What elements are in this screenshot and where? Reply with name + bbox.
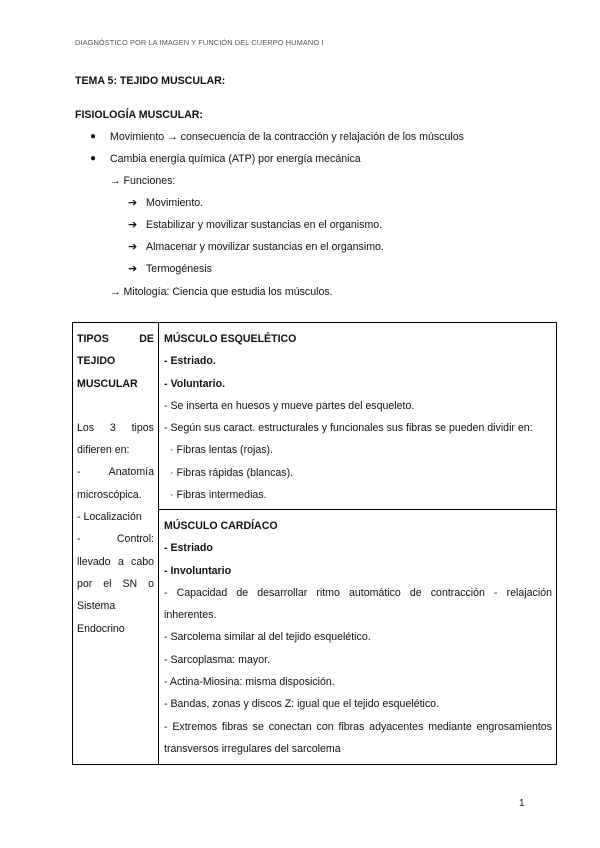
skeletal-strong-line: - Estriado. xyxy=(164,355,216,368)
cardiac-ritmo-line: - Capacidad de desarrollar ritmo automático de contracción - relajación inherentes. xyxy=(164,586,552,622)
skeletal-title: MÚSCULO ESQUELÉTICO xyxy=(164,333,297,345)
skeletal-fiber-line: · Fibras lentas (rojas). xyxy=(170,444,274,457)
skeletal-fiber-line: · Fibras intermedias. xyxy=(170,489,267,502)
left-item1-line2: microscópica. xyxy=(77,488,142,501)
cardiac-line: - Actina-Miosina: misma disposición. xyxy=(164,676,335,689)
skeletal-line: - Se inserta en huesos y mueve partes del esqueleto. xyxy=(164,399,415,412)
cardiac-extremos-line: - Extremos fibras se conectan con fibras adyacentes mediante engrosamientos transversos irregulares del sarcolema xyxy=(164,720,552,755)
left-intro-line1: Los 3 tipos xyxy=(77,421,154,434)
right-arrow-icon: ➔ xyxy=(128,219,138,231)
bullet-movimiento: Movimiento → consecuencia de la contracción y relajación de los músculos xyxy=(110,131,464,143)
left-item3-line1: - Control: xyxy=(77,533,154,546)
skeletal-line: - Según sus caract. estructurales y funcionales sus fibras se pueden dividir en: xyxy=(164,422,533,435)
cardiac-strong-line: - Involuntario xyxy=(164,564,232,577)
topic-title: TEMA 5: TEJIDO MUSCULAR: xyxy=(75,75,226,87)
left-title-line1: TIPOS DE xyxy=(77,333,154,345)
function-item: Estabilizar y movilizar sustancias en el organismo. xyxy=(146,219,383,231)
cardiac-line: - Sarcolema similar al del tejido esquelético. xyxy=(164,631,371,644)
cardiac-line: - Bandas, zonas y discos Z: igual que el tejido esquelético. xyxy=(164,698,440,711)
function-item: Movimiento. xyxy=(146,197,204,209)
cardiac-title: MÚSCULO CARDÍACO xyxy=(164,520,278,532)
left-title-line3: MUSCULAR xyxy=(77,377,138,390)
right-arrow-icon: ➔ xyxy=(128,197,138,209)
right-arrow-icon: ➔ xyxy=(128,263,138,275)
left-item3-line2: llevado a cabo xyxy=(77,555,154,568)
skeletal-strong-line: - Voluntario. xyxy=(164,377,226,390)
skeletal-fiber-line: · Fibras rápidas (blancas). xyxy=(170,466,294,479)
muscle-types-table xyxy=(72,322,557,765)
left-intro-line2: difieren en: xyxy=(77,444,130,457)
left-item3-line4: Sistema xyxy=(77,600,116,613)
cardiac-muscle-cell xyxy=(159,510,557,765)
page-number: 1 xyxy=(519,798,525,809)
left-item3-line5: Endocrino xyxy=(77,622,125,635)
mitologia-line: → Mitología: Ciencia que estudia los músculos. xyxy=(110,286,333,298)
functions-label: → Funciones: xyxy=(110,175,176,187)
bullet-dot-icon: ● xyxy=(90,131,97,142)
skeletal-muscle-cell xyxy=(159,323,557,510)
left-item1-line1: - Anatomía xyxy=(77,466,154,479)
cardiac-line: - Sarcoplasma: mayor. xyxy=(164,653,270,666)
right-arrow-icon: ➔ xyxy=(128,241,138,253)
cardiac-strong-line: - Estriado xyxy=(164,542,213,555)
section-title: FISIOLOGÍA MUSCULAR: xyxy=(75,109,203,121)
left-item2: - Localización xyxy=(77,511,142,524)
bullet-energia: Cambia energía química (ATP) por energía mecánica xyxy=(110,153,361,165)
left-column-cell xyxy=(73,323,159,765)
function-item: Termogénesis xyxy=(146,263,212,275)
running-header: DIAGNÓSTICO POR LA IMAGEN Y FUNCIÓN DEL CUERPO HUMANO I xyxy=(75,38,324,47)
left-item3-line3: por el SN o xyxy=(77,577,154,590)
bullet-dot-icon: ● xyxy=(90,153,97,164)
left-title-line2: TEJIDO xyxy=(77,355,116,368)
function-item: Almacenar y movilizar sustancias en el organsimo. xyxy=(146,241,384,253)
